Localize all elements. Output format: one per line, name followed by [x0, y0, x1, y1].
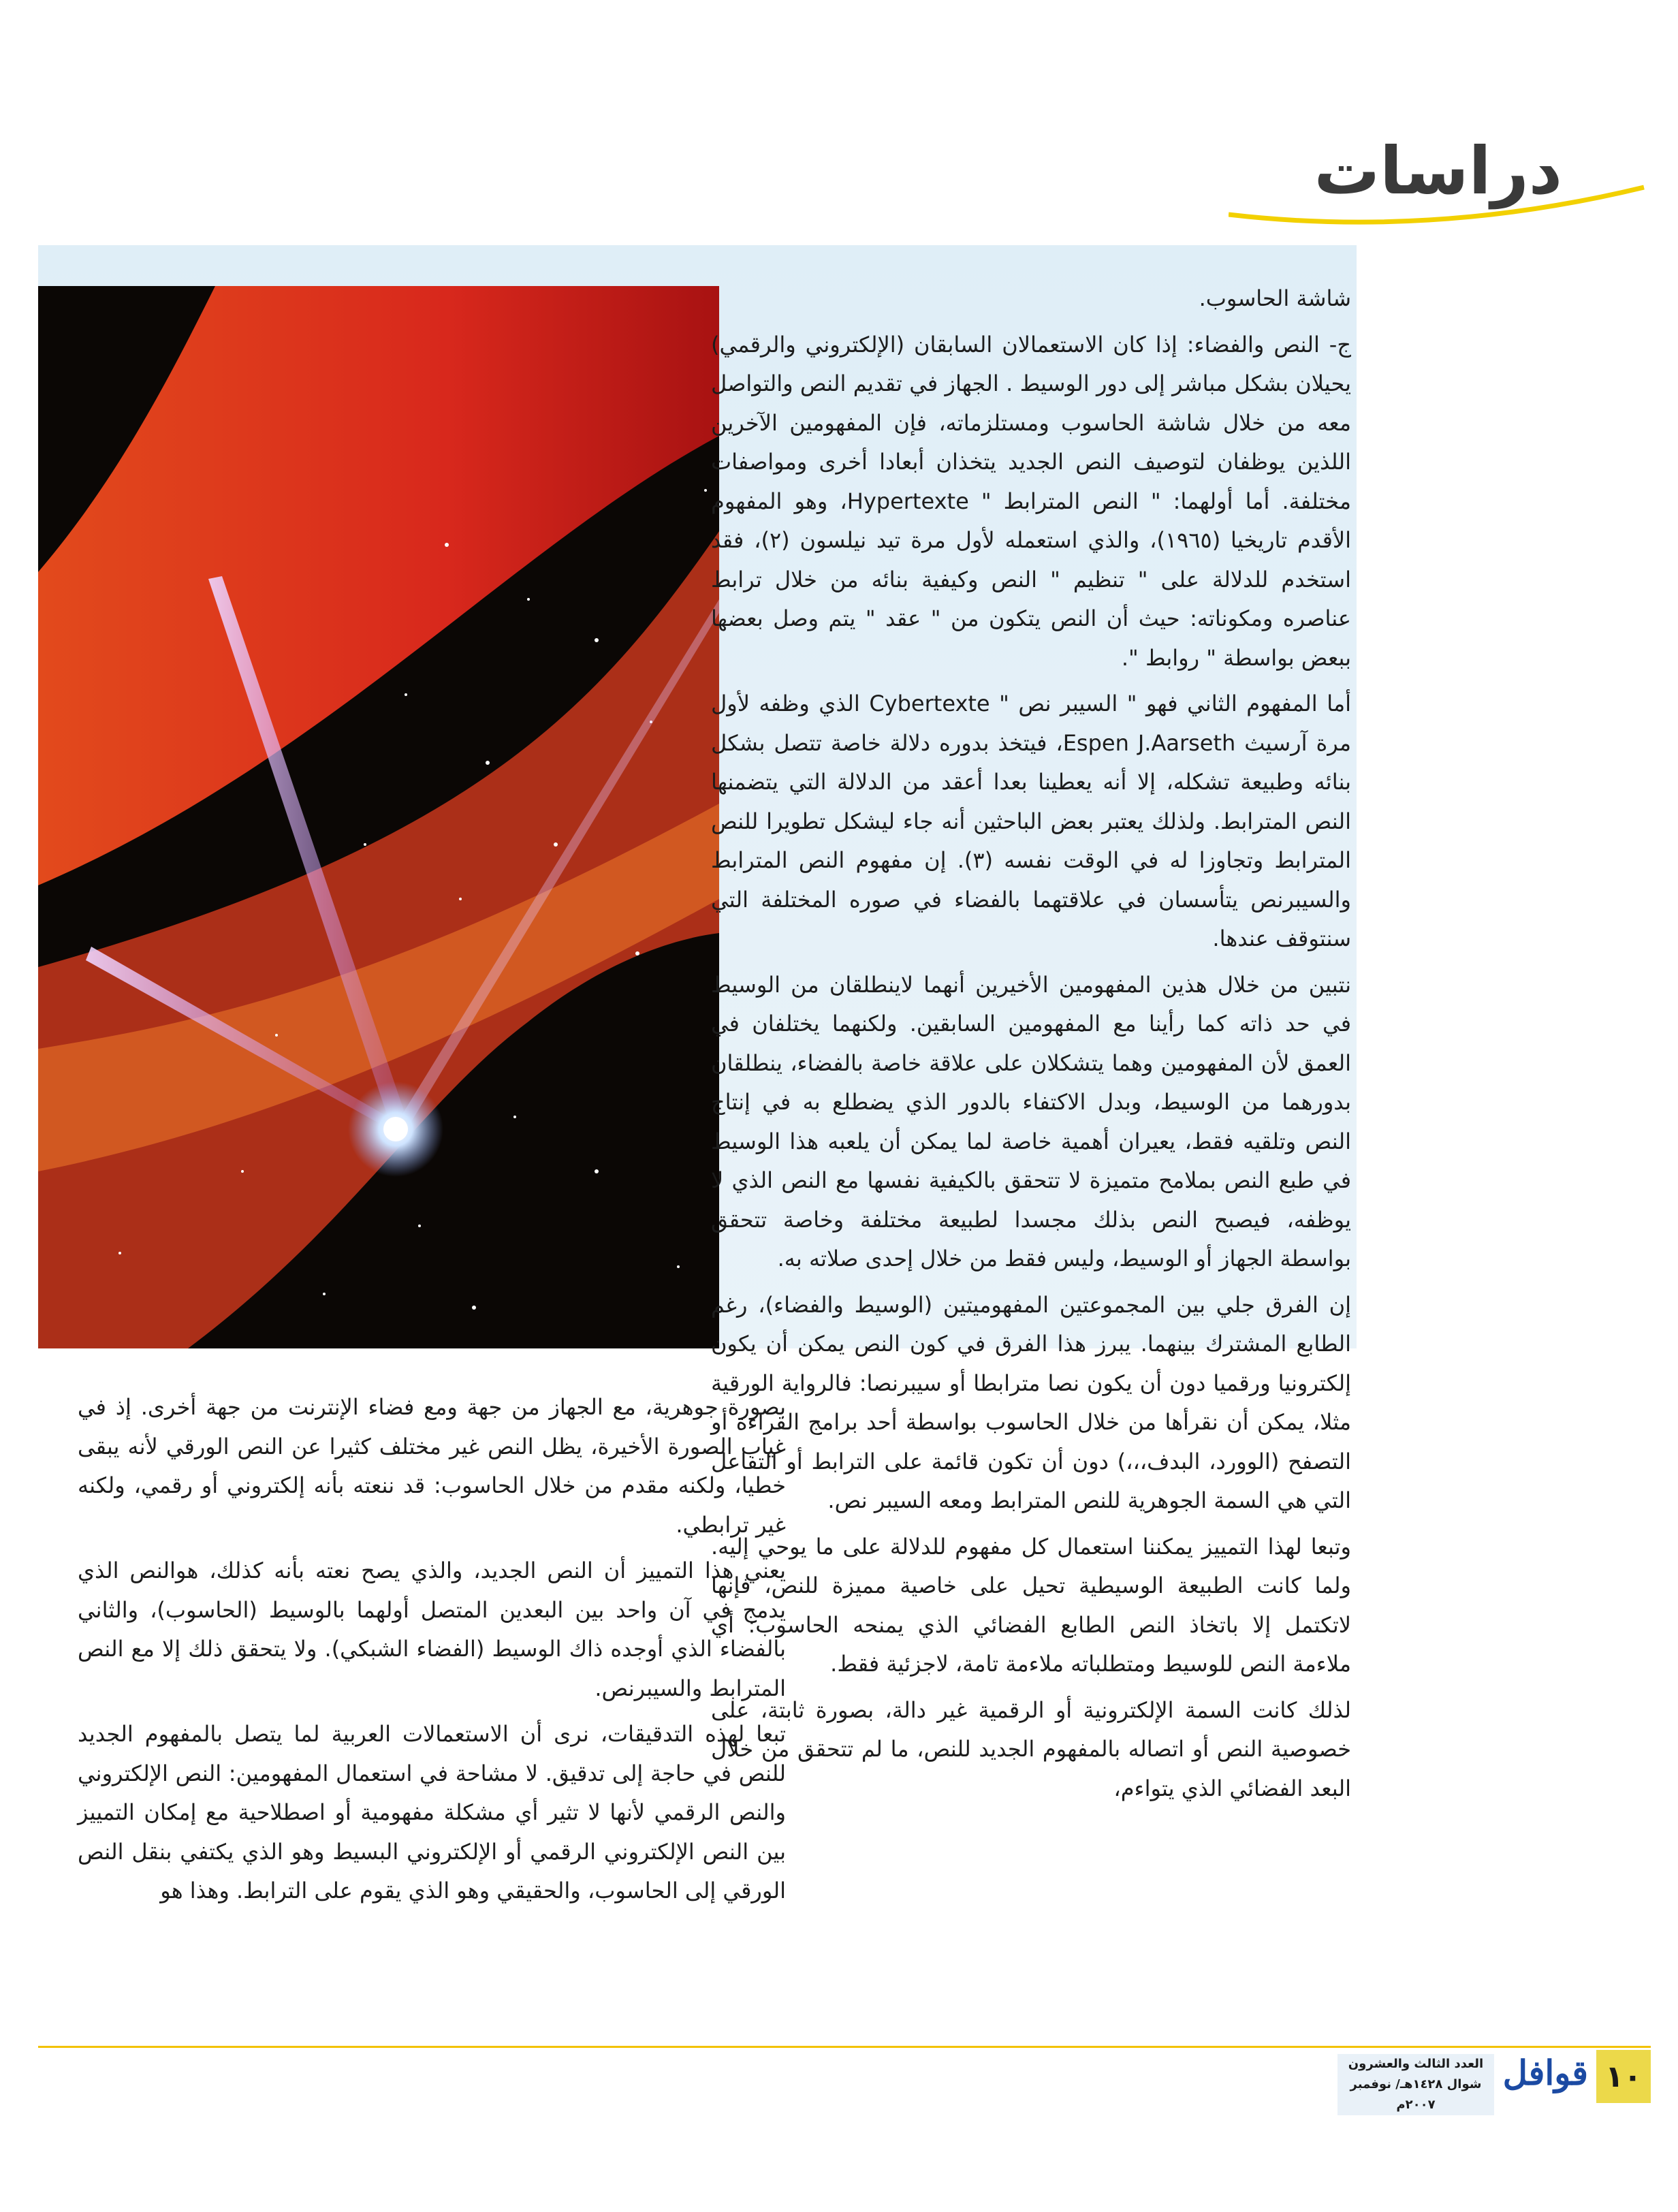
paragraph: إن الفرق جلي بين المجموعتين المفهوميتين (الوسيط والفضاء)، رغم الطابع المشترك بينهما. يبرز هذا الفرق في كون النص يمكن أن يكون إلكترونيا ورقميا دون أن يكون نصا مترابطا أو سيبرنصا: فالرواية الورقية مثلا، يمكن أن نقرأها من خلال الحاسوب بواسطة أحد برامج القراءة أو التصفح (الوورد، البدف،،،) دون أن تكون قائمة على الترابط أو التفاعل التي هي السمة الجوهرية للنص المترابط ومعه السيبر نص.: [711, 1291, 1351, 1513]
page-number: ١٠: [1596, 2050, 1651, 2103]
page-footer: [1344, 2050, 1651, 2112]
paragraph: وتبعا لهذا التمييز يمكننا استعمال كل مفهوم للدلالة على ما يوحي إليه. ولما كانت الطبيعة الوسيطية تحيل على خاصية مميزة للنص، فإنها لاتكتمل إلا باتخاذ النص الطابع الفضائي الذي يمنحه الحاسوب: أي ملاءمة النص للوسيط ومتطلباته ملاءمة تامة، لاجزئية فقط.: [711, 1533, 1351, 1677]
magazine-logo: قوافل: [1502, 2053, 1588, 2093]
issue-number: العدد الثالث والعشرون: [1348, 2057, 1484, 2071]
paragraph: تبعا لهذه التدقيقات، نرى أن الاستعمالات العربية لما يتصل بالمفهوم الجديد للنص في حاجة إلى تدقيق. لا مشاحة في استعمال المفهومين: النص الإلكتروني والنص الرقمي لأنها لا تثير أي مشكلة مفهومية أو اصطلاحية مع إمكان التمييز بين النص الإلكتروني الرقمي أو الإلكتروني البسيط وهو الذي يكتفي بنقل النص الورقي إلى الحاسوب، والحقيقي وهو الذي يقوم على الترابط. وهذا هو: [78, 1721, 786, 1903]
issue-date: شوال ١٤٢٨هـ/ نوفمبر ٢٠٠٧م: [1350, 2077, 1482, 2112]
paragraph: شاشة الحاسوب.: [1199, 285, 1351, 311]
article-column-right: [711, 279, 1351, 1815]
paragraph: نتبين من خلال هذين المفهومين الأخيرين أنهما لاينطلقان من الوسيط في حد ذاته كما رأينا مع المفهومين السابقين. ولكنهما يختلفان في العمق لأن المفهومين وهما يتشكلان على علاقة خاصة بالفضاء، ينطلقان بدورهما من الوسيط، وبدل الاكتفاء بالدور الذي يضطلع به في إنتاج النص وتلقيه فقط، يعيران أهمية خاصة لما يمكن أن يلعبه هذا الوسيط في طبع النص بملامح متميزة لا تتحقق بالكيفية نفسها مع النص الذي لا يوظفه، فيصبح النص بذلك مجسدا لطبيعة مختلفة وخاصة تتحقق بواسطة الجهاز أو الوسيط، وليس فقط من خلال إحدى صلاته به.: [711, 971, 1351, 1271]
space-illustration: [38, 286, 719, 1348]
article-column-left: [78, 1388, 786, 1918]
paragraph: أما المفهوم الثاني فهو " السيبر نص " Cybertexte الذي وظفه لأول مرة آرسيث Espen J.Aarseth، فيتخذ بدوره دلالة خاصة تتصل بشكل بنائه وطبيعة تشكله، إلا أنه يعطينا بعدا أعقد من الدلالة التي يتضمنها النص المترابط. ولذلك يعتبر بعض الباحثين أنه جاء ليشكل تطويرا للنص المترابط وتجاوزا له في الوقت نفسه (٣). إن مفهوم النص المترابط والسيبرنص يتأسسان في علاقتهما بالفضاء في صوره المختلفة التي سنتوقف عندها.: [711, 691, 1352, 951]
issue-info: [1337, 2054, 1494, 2115]
title-swoosh-decoration: [1229, 174, 1651, 228]
footer-divider: [38, 2046, 1651, 2048]
paragraph: بصورة جوهرية، مع الجهاز من جهة ومع فضاء الإنترنت من جهة أخرى. إذ في غياب الصورة الأخيرة، يظل النص غير مختلف كثيرا عن النص الورقي لأنه يبقى خطيا، ولكنه مقدم من خلال الحاسوب: قد ننعته بأنه إلكتروني أو رقمي، ولكنه غير ترابطي.: [78, 1394, 786, 1538]
section-title: دراسات: [1314, 133, 1562, 209]
paragraph: يعني هذا التمييز أن النص الجديد، والذي يصح نعته بأنه كذلك، هوالنص الذي يدمج في آن واحد بين البعدين المتصل أولهما بالوسيط (الحاسوب)، والثاني بالفضاء الذي أوجده ذاك الوسيط (الفضاء الشبكي). ولا يتحقق ذلك إلا مع النص المترابط والسيبرنص.: [78, 1558, 786, 1701]
paragraph: ج- النص والفضاء: إذا كان الاستعمالان السابقان (الإلكتروني والرقمي) يحيلان بشكل مباشر إلى دور الوسيط . الجهاز في تقديم النص والتواصل معه من خلال شاشة الحاسوب ومستلزماته، فإن المفهومين الآخرين اللذين يوظفان لتوصيف النص الجديد يتخذان أبعادا أخرى ومواصفات مختلفة. أما أولهما: " النص المترابط " Hypertexte، وهو المفهوم الأقدم تاريخيا (١٩٦٥)، والذي استعمله لأول مرة تيد نيلسون (٢)، فقد استخدم للدلالة على " تنظيم " النص وكيفية بنائه من خلال ترابط عناصره ومكوناته: حيث أن النص يتكون من " عقد " يتم وصل بعضها ببعض بواسطة " روابط ".: [711, 331, 1352, 671]
paragraph: لذلك كانت السمة الإلكترونية أو الرقمية غير دالة، بصورة ثابتة، على خصوصية النص أو اتصاله بالمفهوم الجديد للنص، ما لم تتحقق من خلال البعد الفضائي الذي يتواءم،: [711, 1696, 1351, 1801]
